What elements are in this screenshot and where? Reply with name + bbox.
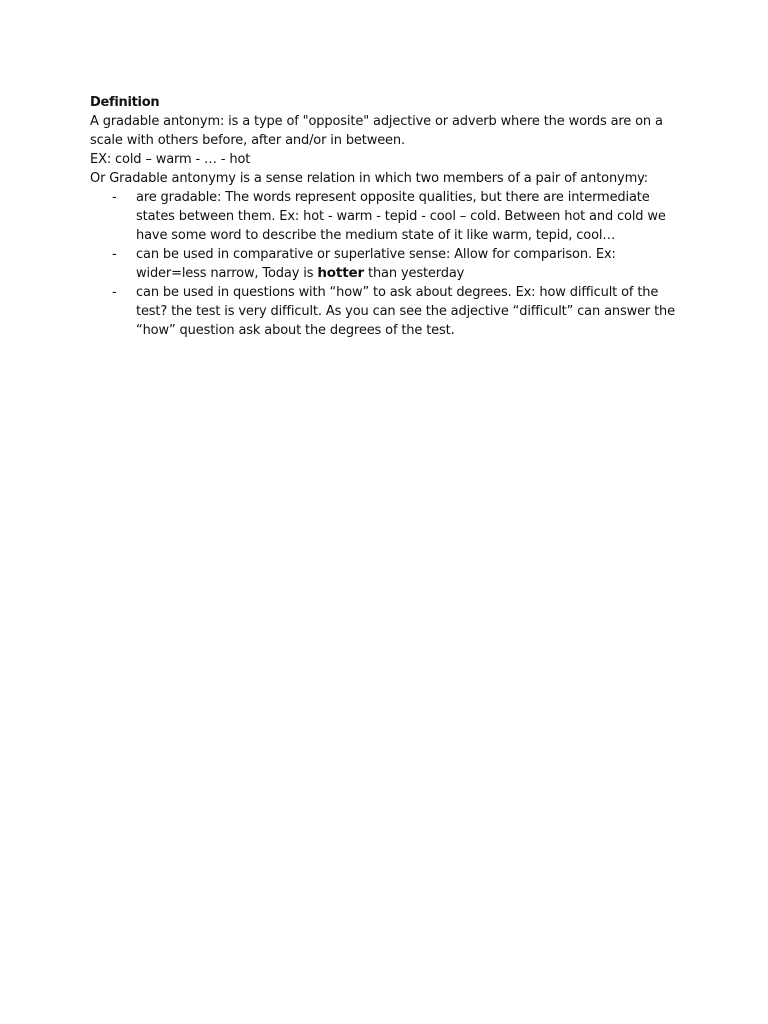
list-item-text: than yesterday: [364, 266, 465, 281]
list-item: [90, 188, 690, 245]
document-page: [90, 93, 690, 340]
definition-paragraph: A gradable antonym: is a type of "opposite" adjective or adverb where the words are on a scale with others before, after and/or in between.: [90, 114, 663, 148]
emphasized-word: hotter: [317, 265, 365, 281]
list-item: [90, 245, 690, 283]
antonymy-paragraph: Or Gradable antonymy is a sense relation in which two members of a pair of antonymy:: [90, 171, 648, 186]
example-paragraph: EX: cold – warm - … - hot: [90, 152, 251, 167]
list-item-text: can be used in questions with “how” to ask about degrees. Ex: how difficult of the test? the test is very difficult. As you can see the adjective “difficult” can answer the “how” question ask about the degrees of the test.: [136, 285, 675, 338]
properties-list: [90, 188, 690, 340]
bullet-marker: -: [112, 247, 117, 262]
list-item-text: can be used in comparative or superlative sense: Allow for comparison. Ex: wider=less narrow, Today is: [136, 247, 616, 281]
list-item: [90, 283, 690, 340]
bullet-marker: -: [112, 285, 117, 300]
list-item-text: are gradable: The words represent opposite qualities, but there are intermediate states between them. Ex: hot - warm - tepid - cool – cold. Between hot and cold we have some word to describe the medium state of it like warm, tepid, cool…: [136, 190, 666, 243]
bullet-marker: -: [112, 190, 117, 205]
document-heading: Definition: [90, 95, 160, 110]
